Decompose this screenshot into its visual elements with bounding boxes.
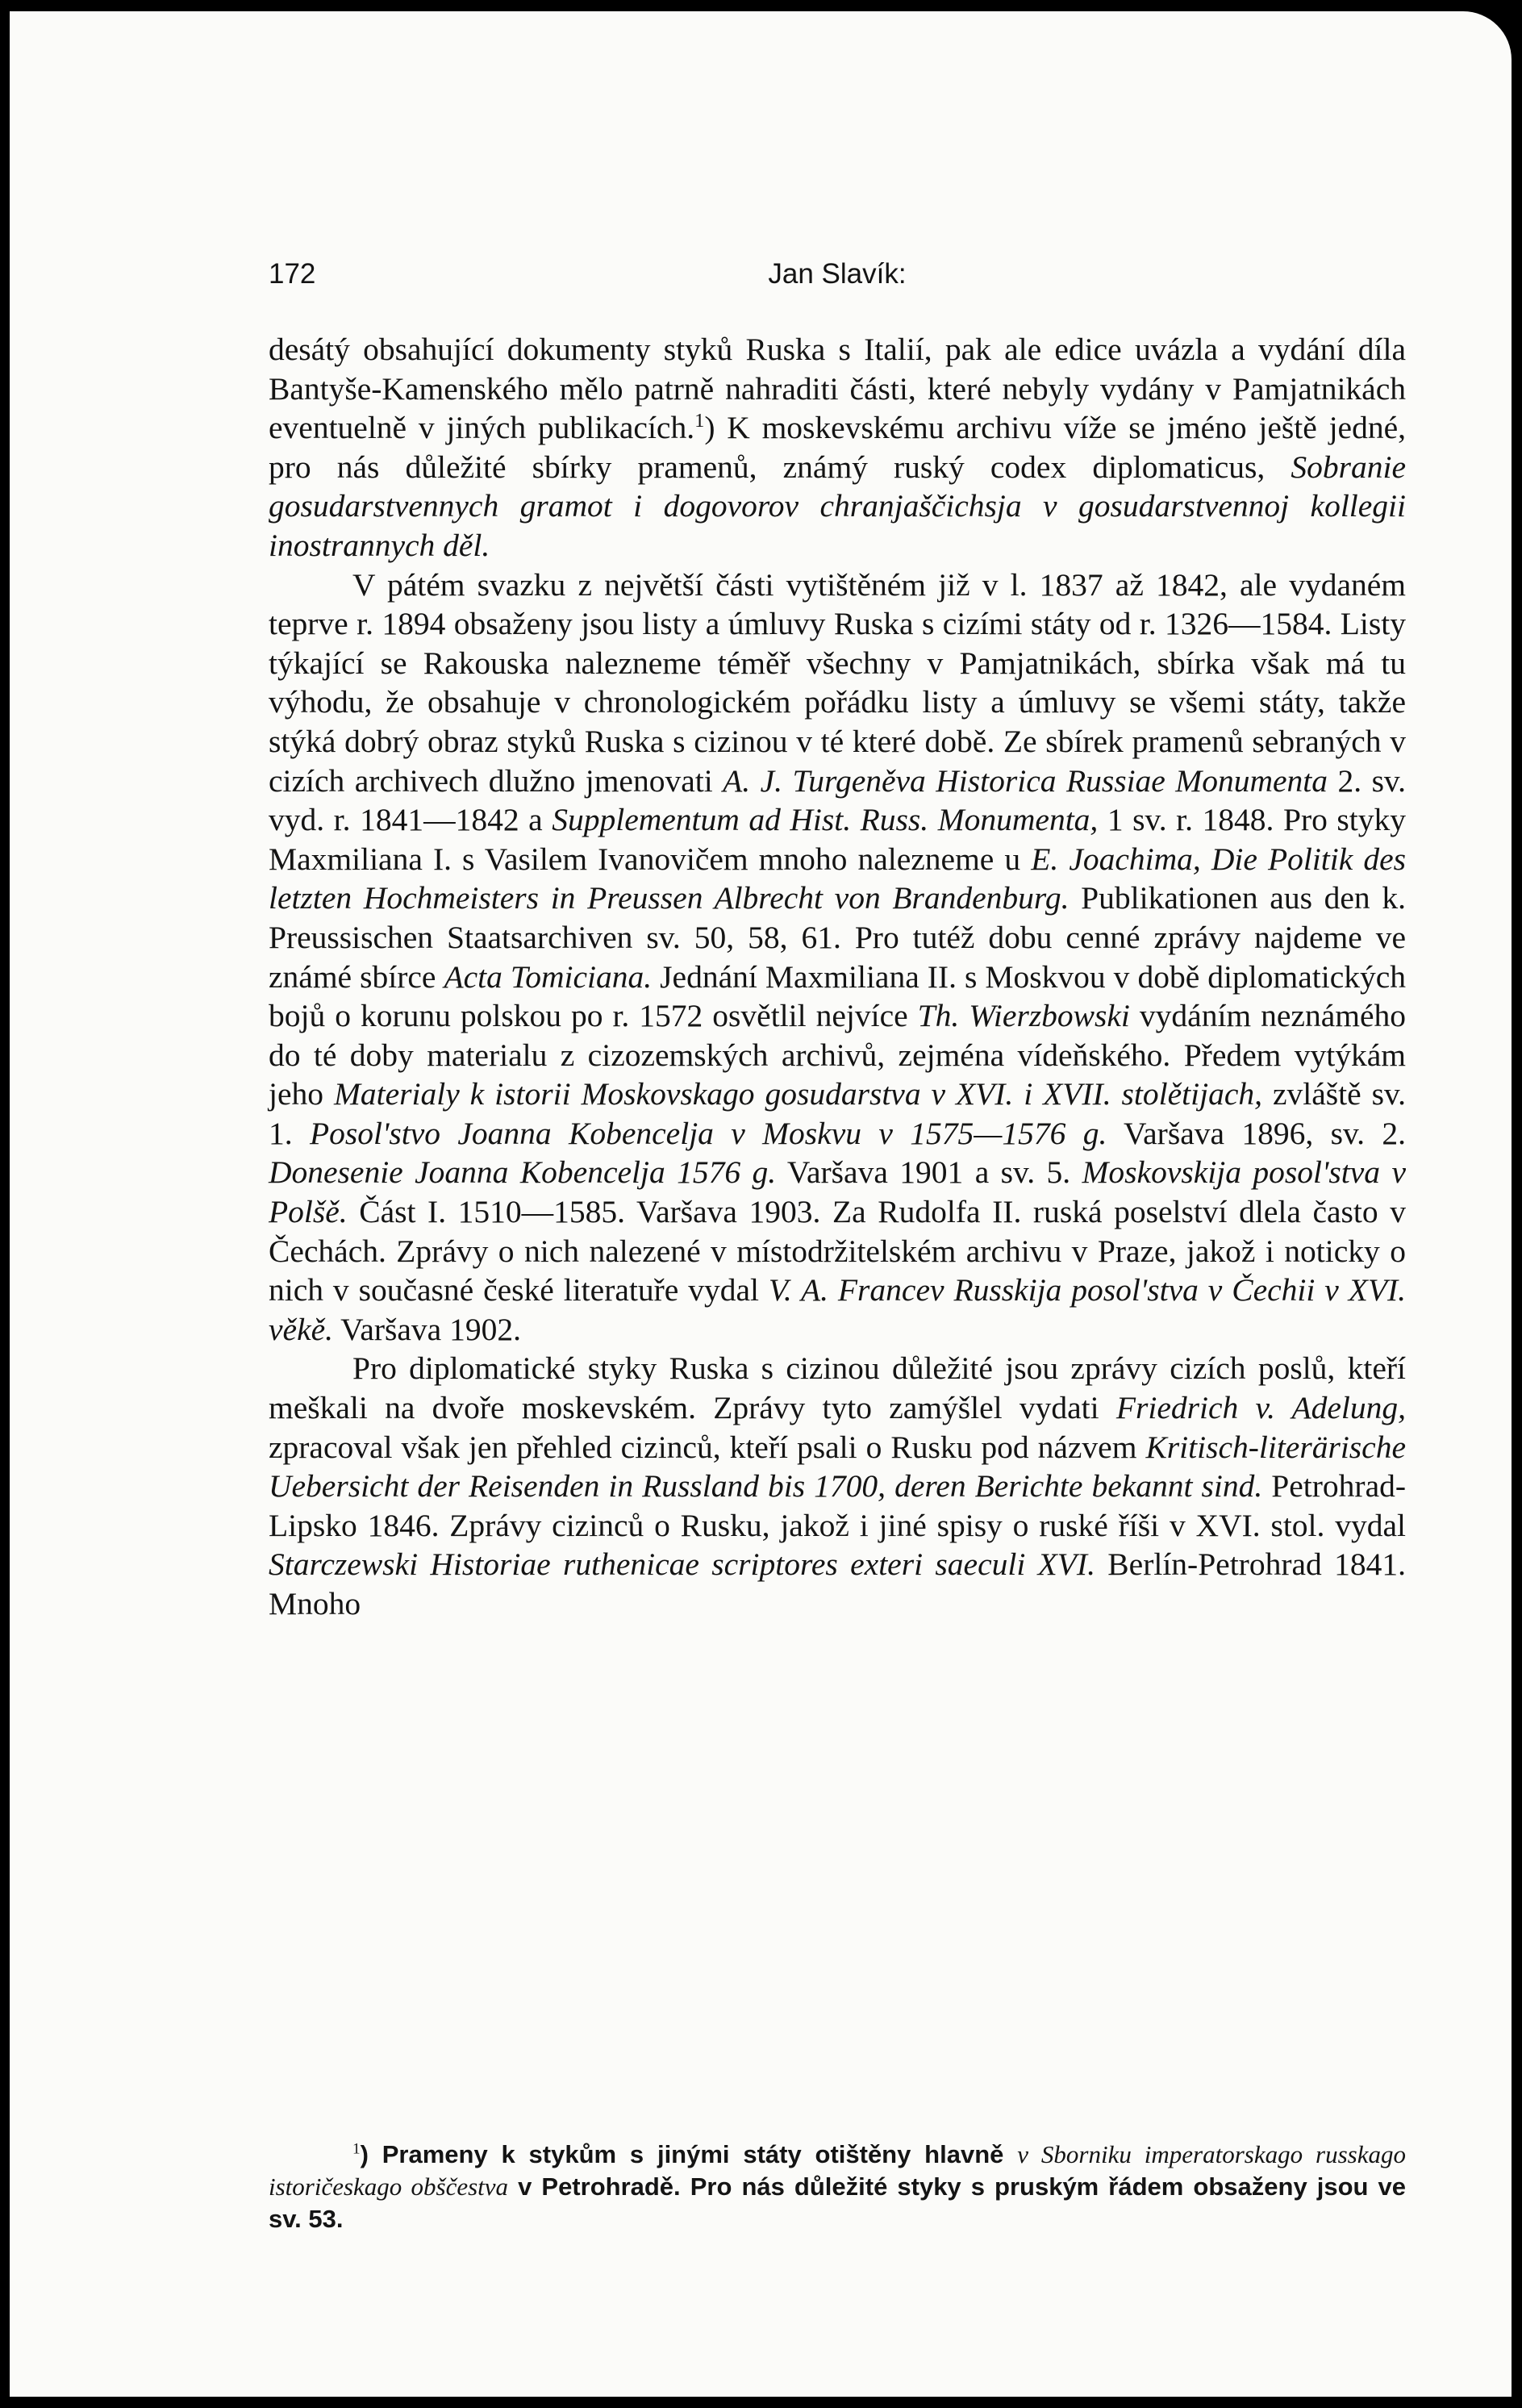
italic-title: Posol'stvo Joanna Kobencelja v Moskvu v 1575—1576 g. <box>309 1115 1107 1151</box>
footnote-marker: 1 <box>694 410 705 432</box>
text-run: Publikationen aus den k. Preussischen Staatsarchiven sv. 50, 58, 61. Pro tutéž dobu cenné zprávy najdeme ve známé sbírce <box>269 880 1406 995</box>
text-run: 1 sv. r. 1848. Pro styky Maxmiliana I. s Vasilem Ivanovičem mnoho nalezneme u <box>269 802 1406 877</box>
italic-title: Kritisch-literärische Uebersicht der Reisenden in Russland bis 1700, deren Berichte bekannt sind. <box>269 1429 1406 1504</box>
italic-title: Acta Tomiciana. <box>444 958 653 995</box>
text-run: zvláště sv. 1. <box>269 1076 1406 1151</box>
text-run: Varšava 1896, sv. 2. <box>1107 1115 1406 1151</box>
italic-title: Materialy k istorii Moskovskago gosudarstva v XVI. i XVII. stolětijach, <box>333 1076 1262 1112</box>
italic-title: E. Joachima, Die Politik des letzten Hochmeisters in Preussen Albrecht von Brandenburg. <box>269 841 1407 916</box>
footnote <box>269 2139 1406 2235</box>
main-text <box>269 330 1406 1624</box>
text-run: Berlín-Petrohrad 1841. Mnoho <box>269 1546 1406 1621</box>
page-number: 172 <box>269 258 316 290</box>
text-run: Jednání Maxmiliana II. s Moskvou v době diplomatických bojů o korunu polskou po r. 1572 osvětlil nejvíce <box>269 958 1407 1034</box>
italic-title: V. A. Francev Russkija posol'stva v Čechii v XVI. věkě. <box>269 1272 1407 1347</box>
text-run: desátý obsahující dokumenty styků Ruska s Italií, pak ale edice uvázla a vydání díla Bantyše-Kamenského mělo patrně nahraditi části, které nebyly vydány v Pamjatnikách eventuelně v jiných publikacích. <box>269 332 1406 446</box>
text-run: zpracoval však jen přehled cizinců, kteří psali o Rusku pod názvem <box>269 1429 1146 1465</box>
text-run: Část I. 1510—1585. Varšava 1903. Za Rudolfa II. ruská poselství dlela často v Čechách. Zprávy o nich nalezené v místodržitelském archivu v Praze, jakož i noticky o nich v současné české literatuře vydal <box>269 1194 1406 1308</box>
text-run: vydáním neznámého do té doby materialu z cizozemských archivů, zejména vídeňského. Předem vytýkám jeho <box>269 998 1406 1112</box>
italic-title: A. J. Turgeněva Historica Russiae Monumenta <box>723 762 1328 799</box>
text-run: Pro diplomatické styky Ruska s cizinou důležité jsou zprávy cizích poslů, kteří meškali na dvoře moskevském. Zprávy tyto zamýšlel vydati <box>269 1350 1406 1426</box>
paragraph <box>269 1349 1406 1623</box>
italic-title: Sobranie gosudarstvennych gramot i dogovorov chranjaščichsja v gosudarstvennoj kollegii inostrannych děl. <box>269 449 1406 563</box>
text-run: v Petrohradě. Pro nás důležité styky s pruským řádem obsaženy jsou ve sv. 53. <box>269 2172 1407 2233</box>
italic-title: v Sborniku imperatorskago russkago istoričeskago obščestva <box>269 2140 1406 2201</box>
italic-title: Starczewski Historiae ruthenicae scriptores exteri saeculi XVI. <box>269 1546 1095 1583</box>
footnotes <box>269 2139 1406 2235</box>
italic-title: Supplementum ad Hist. Russ. Monumenta, <box>552 802 1099 838</box>
text-run: ) Prameny k stykům s jinými státy otištěny hlavně <box>360 2140 1018 2168</box>
italic-title: Donesenie Joanna Kobencelja 1576 g. <box>269 1154 777 1191</box>
paragraph <box>269 565 1406 1350</box>
running-head: Jan Slavík: <box>768 258 907 290</box>
text-run: Petrohrad-Lipsko 1846. Zprávy cizinců o Rusku, jakož i jiné spisy o ruské říši v XVI. stol. vydal <box>269 1468 1407 1543</box>
italic-title: Friedrich v. Adelung, <box>1115 1390 1406 1426</box>
text-run: Varšava 1901 a sv. 5. <box>776 1154 1082 1191</box>
text-run: ) K moskevskému archivu víže se jméno ještě jedné, pro nás důležité sbírky pramenů, známý ruský codex diplomaticus, <box>269 410 1406 485</box>
page-header <box>269 250 1406 298</box>
book-page <box>10 11 1512 2397</box>
text-run: V pátém svazku z největší části vytištěném již v l. 1837 až 1842, ale vydaném teprve r. 1894 obsaženy jsou listy a úmluvy Ruska s cizími státy od r. 1326—1584. Listy týkající se Rakouska nalezneme téměř všechny v Pamjatnikách, sbírka však má tu výhodu, že obsahuje v chronologickém pořádku listy a úmluvy se všemi státy, takže stýká dobrý obraz styků Ruska s cizinou v té které době. Ze sbírek pramenů sebraných v cizích archivech dlužno jmenovati <box>269 566 1406 799</box>
text-run: Varšava 1902. <box>333 1311 521 1347</box>
paragraph <box>269 330 1406 565</box>
text-run: 2. sv. vyd. r. 1841—1842 a <box>269 762 1406 838</box>
footnote-marker: 1 <box>352 2140 361 2158</box>
italic-title: Moskovskija posol'stva v Polšě. <box>269 1154 1406 1230</box>
italic-title: Th. Wierzbowski <box>917 998 1130 1034</box>
